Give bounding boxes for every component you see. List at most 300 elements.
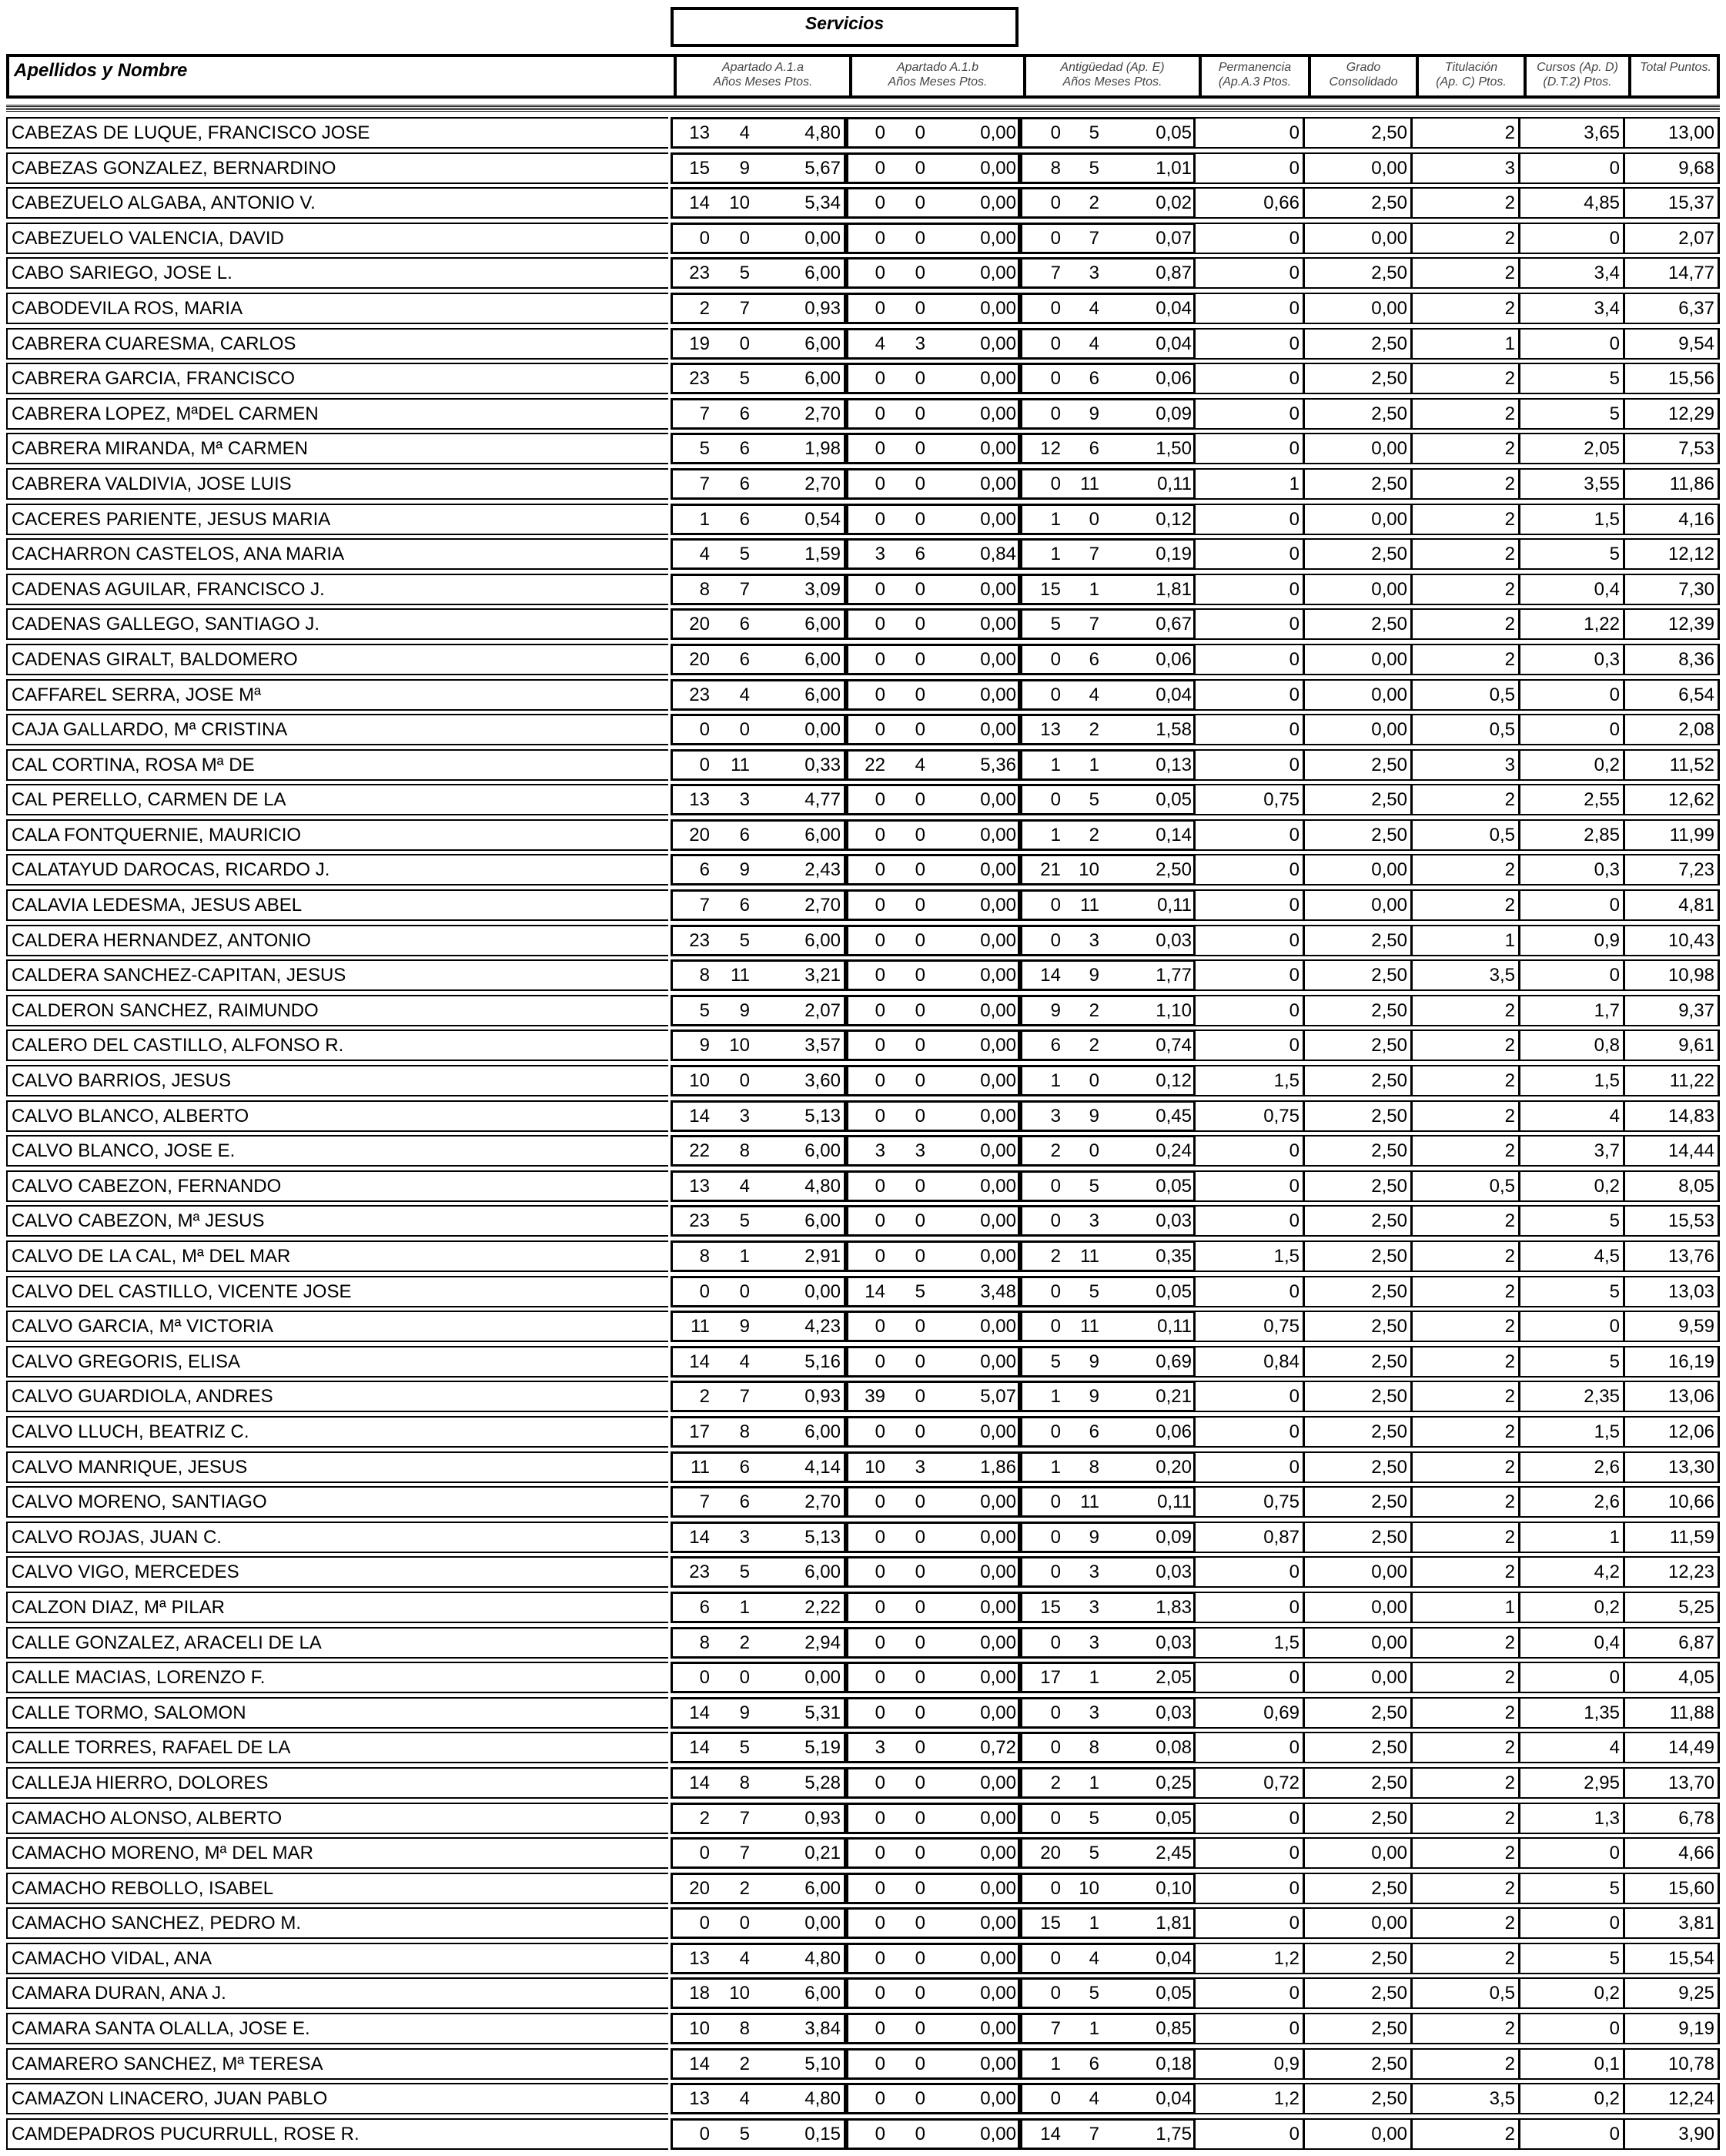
cell-cursos: 2,95 <box>1520 1767 1625 1799</box>
cell-group-a1a <box>671 223 846 254</box>
row-name: CABRERA LOPEZ, MªDEL CARMEN <box>6 398 668 430</box>
cell-cursos: 1,35 <box>1520 1697 1625 1729</box>
cell-antiguedad-years: 7 <box>1050 263 1061 284</box>
cell-antiguedad-points: 1,83 <box>1156 1596 1192 1618</box>
cell-a1b-years: 0 <box>875 1843 885 1864</box>
cell-antiguedad-months: 6 <box>1089 438 1099 460</box>
cell-a1b-points: 0,00 <box>980 1807 1016 1829</box>
cell-a1b-months: 3 <box>915 333 925 354</box>
cell-group-a1b <box>846 1029 1020 1061</box>
cell-cursos: 0,2 <box>1520 1170 1625 1202</box>
cell-a1a-points: 3,21 <box>804 965 841 986</box>
table-row <box>6 607 1720 642</box>
cell-a1b-points: 0,00 <box>980 1596 1016 1618</box>
cell-total: 13,06 <box>1625 1381 1720 1412</box>
cell-group-a1a <box>671 608 846 640</box>
cell-group-a1a <box>671 1065 846 1096</box>
cell-a1a-months: 6 <box>739 824 750 845</box>
cell-group-antiguedad <box>1020 1522 1196 1553</box>
cell-cursos: 0 <box>1520 959 1625 991</box>
cell-permanencia: 1 <box>1196 468 1305 500</box>
cell-group-antiguedad <box>1020 819 1196 851</box>
cell-a1a-years: 23 <box>689 1562 710 1583</box>
cell-a1a-points: 0,93 <box>804 1807 841 1829</box>
cell-permanencia: 0 <box>1196 1732 1305 1763</box>
cell-titulacion: 2 <box>1413 1311 1520 1342</box>
cell-grado: 2,50 <box>1305 995 1413 1026</box>
cell-group-a1a <box>671 1662 846 1693</box>
cell-a1a-points: 2,70 <box>804 1491 841 1513</box>
cell-a1b-points: 0,00 <box>980 614 1016 635</box>
cell-antiguedad-months: 1 <box>1089 1667 1099 1689</box>
cell-a1b-points: 0,00 <box>980 1175 1016 1197</box>
cell-a1b-points: 1,86 <box>980 1456 1016 1478</box>
cell-total: 6,54 <box>1625 679 1720 711</box>
cell-a1a-months: 5 <box>739 929 750 951</box>
cell-group-antiguedad <box>1020 1311 1196 1342</box>
cell-a1a-months: 11 <box>731 754 750 775</box>
cell-group-a1b <box>846 117 1020 149</box>
cell-antiguedad-years: 0 <box>1050 1491 1061 1513</box>
table-row <box>6 1625 1720 1661</box>
cell-a1b-months: 0 <box>915 368 925 390</box>
cell-group-a1a <box>671 1170 846 1202</box>
cell-permanencia: 0 <box>1196 574 1305 605</box>
row-name: CALLE TORRES, RAFAEL DE LA <box>6 1732 668 1763</box>
cell-cursos: 0,9 <box>1520 925 1625 956</box>
cell-titulacion: 2 <box>1413 574 1520 605</box>
row-name: CABEZUELO VALENCIA, DAVID <box>6 223 668 254</box>
cell-group-a1b <box>846 1100 1020 1132</box>
cell-a1b-years: 0 <box>875 684 885 705</box>
cell-group-a1a <box>671 1943 846 1974</box>
cell-group-a1a <box>671 1240 846 1272</box>
cell-antiguedad-points: 0,06 <box>1156 648 1192 670</box>
cell-cursos: 0,4 <box>1520 1627 1625 1659</box>
cell-a1a-months: 5 <box>739 1562 750 1583</box>
cell-group-a1b <box>846 1311 1020 1342</box>
cell-permanencia: 0 <box>1196 1556 1305 1588</box>
header-apartado-a1a: Apartado A.1.a Años Meses Ptos. <box>674 57 849 95</box>
cell-a1b-points: 0,00 <box>980 368 1016 390</box>
cell-a1a-years: 0 <box>699 1843 710 1864</box>
cell-antiguedad-years: 15 <box>1040 1596 1061 1618</box>
cell-antiguedad-years: 0 <box>1050 1737 1061 1759</box>
cell-titulacion: 2 <box>1413 1205 1520 1237</box>
cell-titulacion: 2 <box>1413 1732 1520 1763</box>
cell-total: 9,25 <box>1625 1977 1720 2009</box>
cell-a1a-months: 4 <box>739 1175 750 1197</box>
row-name: CALZON DIAZ, Mª PILAR <box>6 1592 668 1623</box>
cell-a1b-months: 0 <box>915 2088 925 2110</box>
cell-a1a-months: 9 <box>739 999 750 1021</box>
cell-antiguedad-months: 0 <box>1089 508 1099 530</box>
cell-a1b-points: 0,00 <box>980 1526 1016 1548</box>
cell-antiguedad-points: 0,06 <box>1156 1421 1192 1442</box>
cell-grado: 0,00 <box>1305 1556 1413 1588</box>
cell-group-a1a <box>671 1451 846 1483</box>
cell-group-antiguedad <box>1020 1732 1196 1763</box>
table-row <box>6 1871 1720 1907</box>
cell-total: 12,12 <box>1625 538 1720 570</box>
cell-total: 9,19 <box>1625 2013 1720 2044</box>
cell-a1a-years: 0 <box>699 1913 710 1934</box>
table-row <box>6 1766 1720 1801</box>
cell-permanencia: 0 <box>1196 1977 1305 2009</box>
table-row <box>6 1520 1720 1555</box>
cell-a1b-years: 0 <box>875 2088 885 2110</box>
table-row <box>6 958 1720 993</box>
cell-group-antiguedad <box>1020 1170 1196 1202</box>
cell-group-a1a <box>671 468 846 500</box>
cell-permanencia: 1,5 <box>1196 1065 1305 1096</box>
cell-titulacion: 1 <box>1413 328 1520 360</box>
cell-antiguedad-months: 11 <box>1080 1491 1099 1513</box>
cell-cursos: 2,55 <box>1520 784 1625 815</box>
cell-a1b-months: 0 <box>915 122 925 143</box>
cell-antiguedad-years: 0 <box>1050 192 1061 214</box>
cell-group-a1b <box>846 1135 1020 1167</box>
cell-a1a-points: 2,91 <box>804 1246 841 1267</box>
cell-antiguedad-points: 2,45 <box>1156 1843 1192 1864</box>
cell-a1a-months: 3 <box>739 1526 750 1548</box>
cell-cursos: 5 <box>1520 1205 1625 1237</box>
cell-a1b-months: 0 <box>915 999 925 1021</box>
cell-group-a1a <box>671 1627 846 1659</box>
cell-antiguedad-points: 0,11 <box>1157 1316 1192 1337</box>
cell-a1a-months: 0 <box>739 333 750 354</box>
cell-a1b-months: 0 <box>915 1070 925 1092</box>
cell-group-a1a <box>671 257 846 289</box>
cell-a1a-years: 7 <box>699 895 710 916</box>
cell-a1a-points: 2,07 <box>804 999 841 1021</box>
cell-group-antiguedad <box>1020 1486 1196 1518</box>
table-row <box>6 782 1720 818</box>
cell-a1a-years: 14 <box>689 1772 710 1793</box>
cell-a1b-months: 0 <box>915 1843 925 1864</box>
cell-antiguedad-years: 0 <box>1050 684 1061 705</box>
cell-permanencia: 0 <box>1196 293 1305 324</box>
row-name: CALVO ROJAS, JUAN C. <box>6 1522 668 1553</box>
cell-a1a-months: 0 <box>739 1667 750 1689</box>
cell-group-a1b <box>846 819 1020 851</box>
cell-a1a-years: 23 <box>689 929 710 951</box>
cell-antiguedad-points: 0,87 <box>1156 263 1192 284</box>
cell-a1a-months: 4 <box>739 2088 750 2110</box>
cell-group-a1a <box>671 1522 846 1553</box>
cell-group-a1a <box>671 1276 846 1307</box>
cell-group-a1b <box>846 2048 1020 2080</box>
cell-group-a1a <box>671 2048 846 2080</box>
cell-grado: 2,50 <box>1305 1029 1413 1061</box>
cell-permanencia: 1,2 <box>1196 1943 1305 1974</box>
cell-group-a1b <box>846 854 1020 886</box>
cell-a1b-months: 0 <box>915 1877 925 1899</box>
cell-a1b-points: 0,00 <box>980 965 1016 986</box>
cell-a1b-points: 0,00 <box>980 1210 1016 1232</box>
table-row <box>6 1204 1720 1239</box>
cell-grado: 0,00 <box>1305 1837 1413 1869</box>
cell-grado: 0,00 <box>1305 2118 1413 2150</box>
cell-grado: 2,50 <box>1305 1240 1413 1272</box>
row-name: CALVO DEL CASTILLO, VICENTE JOSE <box>6 1276 668 1307</box>
cell-a1b-years: 3 <box>875 544 885 565</box>
cell-group-a1a <box>671 1767 846 1799</box>
cell-group-a1b <box>846 1837 1020 1869</box>
cell-grado: 2,50 <box>1305 363 1413 394</box>
cell-a1a-points: 6,00 <box>804 368 841 390</box>
cell-a1a-points: 6,00 <box>804 1421 841 1442</box>
cell-antiguedad-years: 1 <box>1050 754 1061 775</box>
cell-group-a1a <box>671 433 846 464</box>
cell-a1b-years: 0 <box>875 1035 885 1056</box>
cell-grado: 2,50 <box>1305 328 1413 360</box>
cell-antiguedad-points: 0,10 <box>1156 1877 1192 1899</box>
cell-group-a1b <box>846 468 1020 500</box>
cell-grado: 0,00 <box>1305 1592 1413 1623</box>
cell-antiguedad-years: 0 <box>1050 895 1061 916</box>
cell-a1a-points: 2,94 <box>804 1632 841 1653</box>
cell-total: 13,76 <box>1625 1240 1720 1272</box>
cell-cursos: 0 <box>1520 1662 1625 1693</box>
cell-grado: 0,00 <box>1305 644 1413 675</box>
cell-a1b-points: 0,00 <box>980 824 1016 845</box>
cell-permanencia: 0,75 <box>1196 1486 1305 1518</box>
header-total-puntos: Total Puntos. <box>1628 57 1720 95</box>
cell-group-a1a <box>671 2118 846 2150</box>
cell-a1a-points: 2,70 <box>804 895 841 916</box>
cell-antiguedad-months: 5 <box>1089 157 1099 179</box>
cell-a1b-years: 0 <box>875 122 885 143</box>
cell-cursos: 3,55 <box>1520 468 1625 500</box>
table-row <box>6 1836 1720 1871</box>
cell-group-a1a <box>671 1029 846 1061</box>
cell-a1a-points: 0,54 <box>804 508 841 530</box>
cell-a1b-years: 0 <box>875 929 885 951</box>
row-name: CAMARERO SANCHEZ, Mª TERESA <box>6 2048 668 2080</box>
cell-group-a1a <box>671 749 846 781</box>
table-row <box>6 1414 1720 1450</box>
cell-a1a-months: 3 <box>739 789 750 811</box>
cell-a1a-points: 2,22 <box>804 1596 841 1618</box>
cell-a1b-years: 0 <box>875 578 885 600</box>
table-row <box>6 1801 1720 1836</box>
cell-permanencia: 0 <box>1196 504 1305 535</box>
cell-group-a1b <box>846 1065 1020 1096</box>
cell-a1a-points: 5,34 <box>804 192 841 214</box>
cell-group-antiguedad <box>1020 1662 1196 1693</box>
cell-a1b-years: 0 <box>875 1491 885 1513</box>
cell-titulacion: 3,5 <box>1413 959 1520 991</box>
cell-group-a1b <box>846 995 1020 1026</box>
cell-a1a-points: 6,00 <box>804 648 841 670</box>
table-row <box>6 502 1720 537</box>
cell-antiguedad-months: 0 <box>1089 1070 1099 1092</box>
cell-grado: 0,00 <box>1305 1627 1413 1659</box>
table-row <box>6 572 1720 608</box>
cell-a1b-years: 0 <box>875 789 885 811</box>
cell-group-antiguedad <box>1020 1627 1196 1659</box>
cell-a1b-years: 0 <box>875 1210 885 1232</box>
table-row <box>6 1660 1720 1696</box>
cell-antiguedad-years: 0 <box>1050 1947 1061 1969</box>
cell-group-antiguedad <box>1020 644 1196 675</box>
cell-antiguedad-points: 0,05 <box>1156 1807 1192 1829</box>
cell-titulacion: 2 <box>1413 1065 1520 1096</box>
cell-group-antiguedad <box>1020 398 1196 430</box>
cell-group-antiguedad <box>1020 1556 1196 1588</box>
cell-a1b-years: 0 <box>875 965 885 986</box>
cell-total: 11,99 <box>1625 819 1720 851</box>
cell-antiguedad-points: 0,03 <box>1156 1562 1192 1583</box>
cell-a1a-points: 4,80 <box>804 122 841 143</box>
cell-group-antiguedad <box>1020 257 1196 289</box>
cell-antiguedad-months: 10 <box>1079 859 1099 881</box>
cell-a1b-years: 0 <box>875 2053 885 2074</box>
cell-a1b-points: 0,00 <box>980 648 1016 670</box>
header-apellidos-nombre: Apellidos y Nombre <box>14 60 188 81</box>
cell-antiguedad-points: 0,03 <box>1156 1210 1192 1232</box>
cell-a1a-months: 0 <box>739 1070 750 1092</box>
cell-group-a1b <box>846 1346 1020 1378</box>
cell-antiguedad-months: 6 <box>1089 648 1099 670</box>
cell-group-a1b <box>846 2118 1020 2150</box>
cell-antiguedad-months: 4 <box>1089 297 1099 319</box>
cell-group-a1b <box>846 714 1020 745</box>
cell-grado: 2,50 <box>1305 1276 1413 1307</box>
cell-total: 6,37 <box>1625 293 1720 324</box>
cell-group-antiguedad <box>1020 1240 1196 1272</box>
cell-grado: 2,50 <box>1305 468 1413 500</box>
cell-a1b-months: 0 <box>915 227 925 249</box>
cell-group-antiguedad <box>1020 1803 1196 1834</box>
cell-cursos: 5 <box>1520 1346 1625 1378</box>
cell-group-a1a <box>671 959 846 991</box>
cell-antiguedad-years: 1 <box>1050 1386 1061 1408</box>
cell-a1b-points: 0,00 <box>980 1140 1016 1162</box>
cell-a1a-points: 6,00 <box>804 1210 841 1232</box>
cell-antiguedad-months: 1 <box>1089 1772 1099 1793</box>
cell-a1a-years: 2 <box>699 1807 710 1829</box>
cell-antiguedad-years: 2 <box>1050 1246 1061 1267</box>
cell-cursos: 5 <box>1520 398 1625 430</box>
cell-grado: 2,50 <box>1305 1522 1413 1553</box>
cell-cursos: 2,6 <box>1520 1486 1625 1518</box>
cell-group-a1b <box>846 1907 1020 1939</box>
cell-a1b-points: 0,00 <box>980 297 1016 319</box>
cell-titulacion: 2 <box>1413 223 1520 254</box>
cell-antiguedad-years: 5 <box>1050 1351 1061 1372</box>
cell-titulacion: 2 <box>1413 1556 1520 1588</box>
cell-a1a-years: 8 <box>699 1632 710 1653</box>
cell-cursos: 0 <box>1520 2013 1625 2044</box>
cell-total: 5,25 <box>1625 1592 1720 1623</box>
cell-permanencia: 0 <box>1196 1592 1305 1623</box>
cell-a1a-years: 20 <box>689 648 710 670</box>
cell-a1b-points: 0,00 <box>980 1702 1016 1723</box>
cell-permanencia: 0,9 <box>1196 2048 1305 2080</box>
servicios-title: Servicios <box>671 7 1019 47</box>
cell-a1b-months: 0 <box>915 1035 925 1056</box>
cell-titulacion: 3,5 <box>1413 2083 1520 2114</box>
cell-group-a1b <box>846 1697 1020 1729</box>
cell-a1b-months: 0 <box>915 1983 925 2004</box>
cell-cursos: 5 <box>1520 1276 1625 1307</box>
table-row <box>6 993 1720 1029</box>
cell-total: 2,07 <box>1625 223 1720 254</box>
cell-a1a-points: 0,15 <box>804 2123 841 2144</box>
cell-permanencia: 0 <box>1196 328 1305 360</box>
cell-antiguedad-months: 11 <box>1080 473 1099 494</box>
cell-group-antiguedad <box>1020 1065 1196 1096</box>
cell-a1b-points: 3,48 <box>980 1281 1016 1302</box>
cell-antiguedad-months: 3 <box>1089 1702 1099 1723</box>
cell-antiguedad-months: 6 <box>1089 368 1099 390</box>
cell-a1b-years: 0 <box>875 1877 885 1899</box>
cell-permanencia: 0,87 <box>1196 1522 1305 1553</box>
cell-a1a-points: 0,00 <box>804 1667 841 1689</box>
cell-titulacion: 2 <box>1413 1803 1520 1834</box>
cell-a1a-years: 7 <box>699 403 710 424</box>
cell-a1a-months: 6 <box>739 1456 750 1478</box>
cell-a1a-points: 1,59 <box>804 544 841 565</box>
cell-a1b-years: 0 <box>875 1983 885 2004</box>
row-name: CALVO BLANCO, ALBERTO <box>6 1100 668 1132</box>
cell-antiguedad-years: 1 <box>1050 1456 1061 1478</box>
cell-permanencia: 0,75 <box>1196 784 1305 815</box>
cell-antiguedad-years: 0 <box>1050 1175 1061 1197</box>
cell-cursos: 0,8 <box>1520 1029 1625 1061</box>
cell-a1b-years: 0 <box>875 1351 885 1372</box>
cell-titulacion: 3 <box>1413 152 1520 184</box>
cell-a1b-years: 3 <box>875 1737 885 1759</box>
cell-a1b-points: 0,00 <box>980 2018 1016 2040</box>
cell-cursos: 0 <box>1520 1907 1625 1939</box>
cell-grado: 2,50 <box>1305 1381 1413 1412</box>
cell-antiguedad-months: 11 <box>1080 1246 1099 1267</box>
cell-a1a-points: 5,19 <box>804 1737 841 1759</box>
cell-total: 3,81 <box>1625 1907 1720 1939</box>
cell-a1b-points: 0,00 <box>980 684 1016 705</box>
cell-antiguedad-months: 5 <box>1089 1281 1099 1302</box>
cell-permanencia: 0 <box>1196 608 1305 640</box>
cell-a1a-points: 5,10 <box>804 2053 841 2074</box>
cell-total: 4,81 <box>1625 889 1720 921</box>
cell-grado: 2,50 <box>1305 257 1413 289</box>
cell-a1b-points: 5,07 <box>980 1386 1016 1408</box>
cell-group-a1b <box>846 1803 1020 1834</box>
cell-cursos: 1,5 <box>1520 1065 1625 1096</box>
cell-a1b-points: 0,00 <box>980 789 1016 811</box>
cell-permanencia: 0 <box>1196 433 1305 464</box>
cell-a1b-points: 0,00 <box>980 1913 1016 1934</box>
cell-group-a1b <box>846 644 1020 675</box>
cell-group-a1b <box>846 1977 1020 2009</box>
cell-a1a-months: 10 <box>729 1983 750 2004</box>
table-row <box>6 2081 1720 2117</box>
cell-cursos: 0 <box>1520 714 1625 745</box>
cell-total: 16,19 <box>1625 1346 1720 1378</box>
cell-permanencia: 0 <box>1196 538 1305 570</box>
cell-antiguedad-years: 0 <box>1050 1877 1061 1899</box>
cell-a1b-years: 0 <box>875 227 885 249</box>
cell-a1a-points: 0,00 <box>804 1281 841 1302</box>
table-row <box>6 1063 1720 1099</box>
cell-antiguedad-years: 13 <box>1040 719 1061 741</box>
cell-antiguedad-points: 2,05 <box>1156 1667 1192 1689</box>
table-row <box>6 537 1720 572</box>
cell-a1b-points: 0,00 <box>980 1562 1016 1583</box>
